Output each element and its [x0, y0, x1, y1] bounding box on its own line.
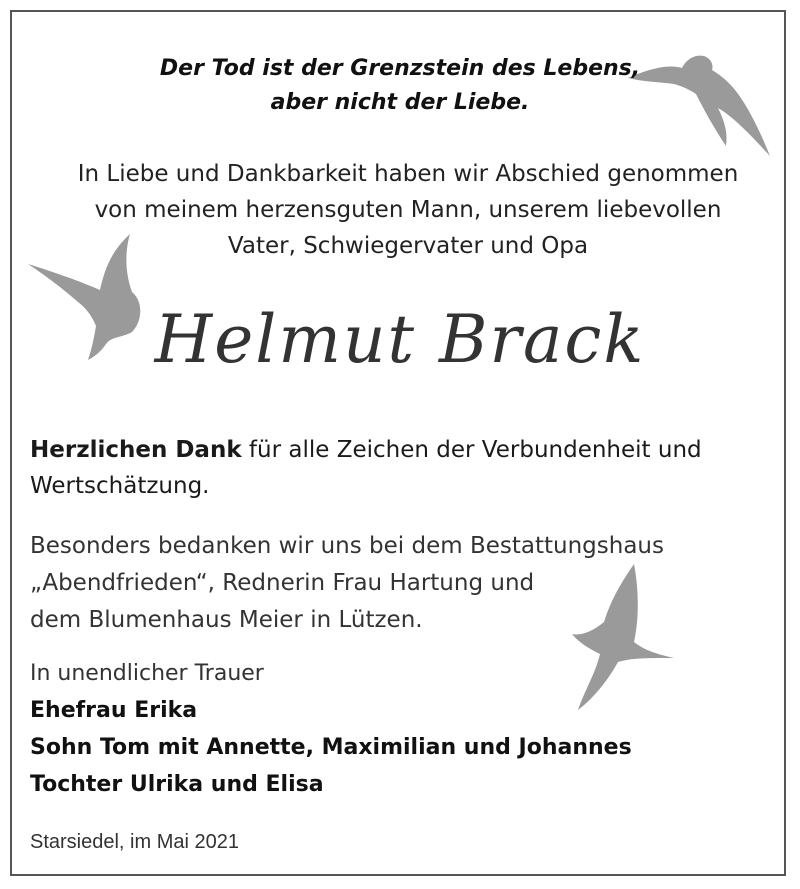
thanks-rest: für alle Zeichen der Verbundenheit und: [241, 437, 702, 463]
motto-line-1: Der Tod ist der Grenzstein des Lebens,: [159, 56, 641, 81]
intro-line-3: Vater, Schwiegervater und Opa: [227, 233, 589, 259]
thanks-text: [30, 432, 770, 504]
motto: [0, 52, 800, 120]
mourners: [30, 655, 770, 803]
mourners-intro: In unendlicher Trauer: [30, 661, 264, 686]
intro-line-2: von meinem herzensguten Mann, unserem liebevollen: [94, 197, 722, 223]
thanks-line-2: Wertschätzung.: [30, 473, 210, 499]
mourner-name: Tochter Ulrika und Elisa: [30, 772, 324, 797]
intro-text: [0, 156, 800, 264]
thanks-bold: Herzlichen Dank: [30, 437, 242, 463]
place-date: Starsiedel, im Mai 2021: [30, 831, 239, 853]
special-thanks: [30, 528, 730, 639]
special-line-1: Besonders bedanken wir uns bei dem Bestattungshaus: [30, 533, 664, 559]
motto-line-2: aber nicht der Liebe.: [270, 90, 530, 115]
deceased-name: Helmut Brack: [154, 301, 646, 378]
mourner-name: Ehefrau Erika: [30, 698, 198, 723]
special-line-2: „Abendfrieden“, Rednerin Frau Hartung und: [30, 570, 535, 596]
intro-line-1: In Liebe und Dankbarkeit haben wir Abschied genommen: [77, 161, 739, 187]
mourner-name: Sohn Tom mit Annette, Maximilian und Johannes: [30, 735, 632, 760]
thanks-line-1: [30, 432, 770, 468]
special-line-3: dem Blumenhaus Meier in Lützen.: [30, 607, 423, 633]
